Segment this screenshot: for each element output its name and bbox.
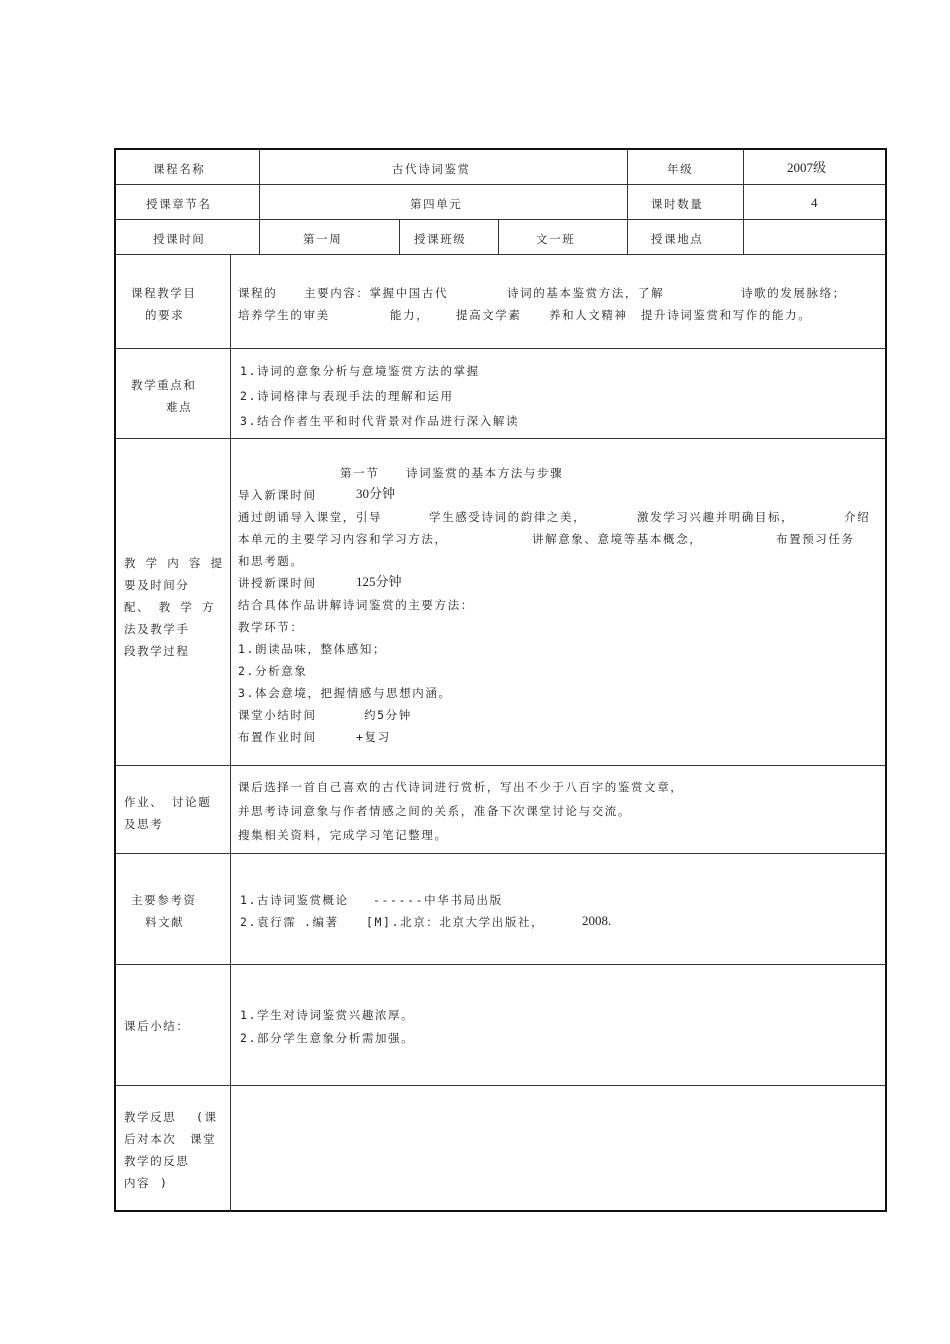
objectives-text: 主要内容：掌握中国古代 xyxy=(304,286,449,300)
key-point-item: 2.诗词格律与表现手法的理解和运用 xyxy=(240,389,454,403)
reference-item: 1.古诗词鉴赏概论 xyxy=(240,893,349,907)
chapter-value: 第四单元 xyxy=(410,197,463,211)
col-divider xyxy=(259,150,260,254)
summary-label: 课后小结： xyxy=(124,1019,190,1033)
homework-text: 搜集相关资料，完成学习笔记整理。 xyxy=(238,828,448,842)
class-value: 文一班 xyxy=(536,232,576,246)
content-line: 学生感受诗词的韵律之美， xyxy=(429,510,587,524)
objectives-text: 培养学生的审美 xyxy=(238,308,330,322)
objectives-text: 诗词的基本鉴赏方法，了解 xyxy=(507,286,665,300)
reflection-label: ) xyxy=(160,1176,169,1190)
objectives-text: 课程的 xyxy=(238,286,278,300)
content-line: 教学环节： xyxy=(238,620,304,634)
summary-item: 2.部分学生意象分析需加强。 xyxy=(240,1031,415,1045)
location-label: 授课地点 xyxy=(651,232,704,246)
row-divider xyxy=(116,1085,885,1086)
key-point-item: 1.诗词的意象分析与意境鉴赏方法的掌握 xyxy=(240,364,480,378)
content-label: 法及教学手 xyxy=(124,622,190,636)
homework-label: 及思考 xyxy=(124,817,164,831)
content-line: 布置作业时间 xyxy=(238,730,317,744)
objectives-label: 的要求 xyxy=(145,308,185,322)
reflection-label: 后对本次 xyxy=(124,1132,177,1146)
course-name-label: 课程名称 xyxy=(153,162,206,176)
content-line: 通过朗诵导入课堂，引导 xyxy=(238,510,383,524)
grade-label: 年级 xyxy=(667,162,694,176)
content-line: 约5分钟 xyxy=(364,708,412,722)
reference-item: 2.袁行霈 xyxy=(240,915,297,929)
grade-value: 2007级 xyxy=(787,160,827,175)
hours-label: 课时数量 xyxy=(651,197,704,211)
content-line: +复习 xyxy=(356,730,391,744)
content-line: 讲授新课时间 xyxy=(238,576,317,590)
objectives-text: 提升诗词鉴赏和写作的能力。 xyxy=(641,308,812,322)
content-label: 要及时间分 xyxy=(124,578,190,592)
content-line: 课堂小结时间 xyxy=(238,708,317,722)
content-line: 第一节 xyxy=(340,466,380,480)
row-divider xyxy=(116,964,885,965)
lesson-plan-table xyxy=(114,148,887,1212)
reference-item: ------中华书局出版 xyxy=(373,893,503,907)
col-divider xyxy=(230,254,231,1212)
references-label: 主要参考资 xyxy=(131,893,197,907)
row-divider xyxy=(116,254,885,255)
content-line: 本单元的主要学习内容和学习方法， xyxy=(238,532,448,546)
homework-text: 课后选择一首自己喜欢的古代诗词进行赏析，写出不少于八百字的鉴赏文章， xyxy=(238,780,684,794)
chapter-label: 授课章节名 xyxy=(146,197,212,211)
content-label: 段教学过程 xyxy=(124,644,190,658)
row-divider xyxy=(116,765,885,766)
objectives-label: 课程教学目 xyxy=(131,286,197,300)
course-name-value: 古代诗词鉴赏 xyxy=(392,162,471,176)
col-divider xyxy=(498,219,499,254)
time-label: 授课时间 xyxy=(153,232,206,246)
row-divider xyxy=(116,184,885,185)
reference-item: 2008. xyxy=(582,913,612,928)
objectives-text: 提高文学素 xyxy=(456,308,522,322)
class-label: 授课班级 xyxy=(414,232,467,246)
row-divider xyxy=(116,853,885,854)
content-line: 介绍 xyxy=(844,510,871,524)
content-line: 30分钟 xyxy=(356,486,396,501)
col-divider xyxy=(627,150,628,254)
content-line: 和思考题。 xyxy=(238,554,304,568)
content-line: 1.朗读品味，整体感知； xyxy=(238,642,387,656)
content-line: 3.体会意境，把握情感与思想内涵。 xyxy=(238,686,452,700)
content-line: 讲解意象、意境等基本概念， xyxy=(532,532,703,546)
content-line: 诗词鉴赏的基本方法与步骤 xyxy=(406,466,564,480)
content-line: 导入新课时间 xyxy=(238,488,317,502)
content-label: 教 学 内 容 提 xyxy=(124,556,224,570)
reflection-label: 教学的反思 xyxy=(124,1154,190,1168)
row-divider xyxy=(116,348,885,349)
col-divider xyxy=(743,150,744,254)
homework-label: 作业、 xyxy=(124,795,164,809)
content-line: 2.分析意象 xyxy=(238,664,308,678)
reference-item: .编著 xyxy=(304,915,339,929)
reflection-label: 课堂 xyxy=(190,1132,217,1146)
reflection-label: 内容 xyxy=(124,1176,151,1190)
content-line: 布置预习任务 xyxy=(776,532,855,546)
hours-value: 4 xyxy=(811,195,818,210)
reflection-label: (课 xyxy=(196,1110,218,1124)
content-line: 结合具体作品讲解诗词鉴赏的主要方法： xyxy=(238,598,474,612)
key-points-label: 教学重点和 xyxy=(131,378,197,392)
col-divider xyxy=(399,219,400,254)
content-line: 激发学习兴趣并明确目标， xyxy=(637,510,795,524)
key-points-label: 难点 xyxy=(166,400,193,414)
objectives-text: 能力， xyxy=(390,308,430,322)
objectives-text: 诗歌的发展脉络； xyxy=(741,286,846,300)
reflection-label: 教学反思 xyxy=(124,1110,177,1124)
homework-label: 讨论题 xyxy=(172,795,212,809)
reference-item: [M].北京：北京大学出版社， xyxy=(366,915,545,929)
row-divider xyxy=(116,438,885,439)
time-value: 第一周 xyxy=(303,232,343,246)
references-label: 料文献 xyxy=(145,915,185,929)
key-point-item: 3.结合作者生平和时代背景对作品进行深入解读 xyxy=(240,414,520,428)
summary-item: 1.学生对诗词鉴赏兴趣浓厚。 xyxy=(240,1008,415,1022)
content-line: 125分钟 xyxy=(356,574,402,589)
content-label: 配、 教 学 方 xyxy=(124,600,216,614)
row-divider xyxy=(116,219,885,220)
homework-text: 并思考诗词意象与作者情感之间的关系，准备下次课堂讨论与交流。 xyxy=(238,804,631,818)
objectives-text: 养和人文精神 xyxy=(549,308,628,322)
